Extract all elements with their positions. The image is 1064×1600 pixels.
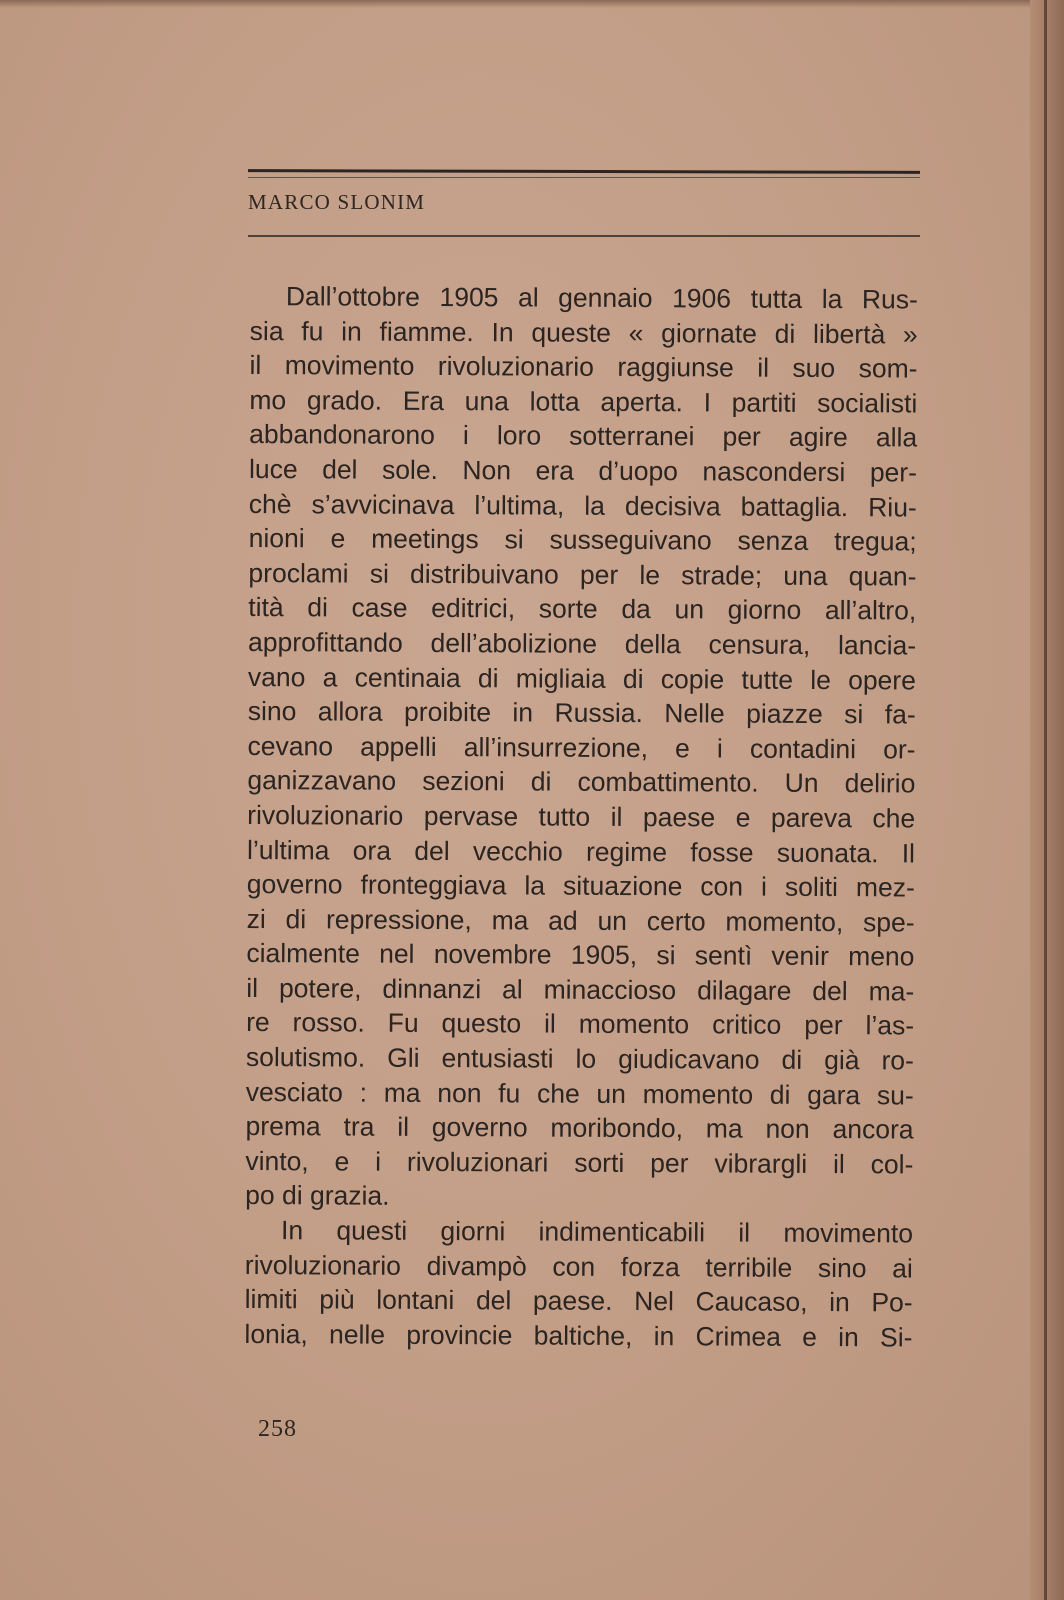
text-line: il movimento rivoluzionario raggiunse il suo som- [249,350,918,384]
text-line: limiti più lontani del paese. Nel Caucaso, in Po- [244,1284,913,1318]
text-line: prema tra il governo moribondo, ma non ancora [245,1111,914,1145]
text-line: chè s’avvicinava l’ultima, la decisiva battaglia. Riu- [248,488,917,523]
text-line: tità di case editrici, sorte da un giorno all’altro, [248,592,917,626]
text-line: abbandonarono i loro sotterranei per agire alla [249,419,918,453]
header-rule-top [248,169,920,174]
text-line: luce del sole. Non era d’uopo nascondersi per- [248,453,918,488]
text-line: ganizzavano sezioni di combattimento. Un delirio [247,765,916,799]
text-line: In questi giorni indimenticabili il movimento [280,1215,914,1249]
header-rule-top-thin [248,177,920,178]
text-line: approfittando dell’abolizione della censura, lancia- [248,626,917,661]
text-line: vano a centinaia di migliaia di copie tutte le opere [247,661,916,696]
text-line: sia fu in fiamme. In queste « giornate di libertà » [249,315,918,350]
text-line: cevano appelli all’insurrezione, e i contadini or- [247,730,916,765]
text-line: mo grado. Era una lotta aperta. I partiti socialisti [249,384,918,419]
text-line: vesciato : ma non fu che un momento di gara su- [245,1076,914,1111]
text-line: re rosso. Fu questo il momento critico per l’as- [246,1007,915,1041]
header-rule-bottom [248,235,920,237]
page-number: 258 [258,1416,297,1442]
text-line: sino allora proibite in Russia. Nelle piazze si fa- [247,696,916,730]
text-line: proclami si distribuivano per le strade; una quan- [248,557,917,592]
body-text [244,279,930,1355]
text-line: Dall’ottobre 1905 al gennaio 1906 tutta la Rus- [285,281,918,315]
running-head: MARCO SLONIM [248,190,426,214]
text-line: po di grazia. [245,1180,390,1212]
page-binding-edge [1030,0,1064,1600]
text-line: solutismo. Gli entusiasti lo giudicavano di già ro- [245,1042,914,1076]
text-line: nioni e meetings si susseguivano senza tregua; [248,523,917,557]
page-top-edge [0,0,1064,8]
page-header [248,160,924,250]
text-line: il potere, dinnanzi al minaccioso dilagare del ma- [246,972,915,1007]
text-line: lonia, nelle provincie baltiche, in Crimea e in Si- [244,1318,913,1353]
text-line: rivoluzionario pervase tutto il paese e pareva che [247,799,916,834]
text-line: governo fronteggiava la situazione con i soliti mez- [246,869,915,903]
text-line: cialmente nel novembre 1905, si sentì venir meno [246,938,915,972]
text-line: zi di repressione, ma ad un certo momento, spe- [246,903,915,938]
text-line: l’ultima ora del vecchio regime fosse suonata. Il [246,834,916,868]
text-line: vinto, e i rivoluzionari sorti per vibrargli il col- [245,1145,914,1180]
text-line: rivoluzionario divampò con forza terribile sino ai [244,1249,913,1284]
